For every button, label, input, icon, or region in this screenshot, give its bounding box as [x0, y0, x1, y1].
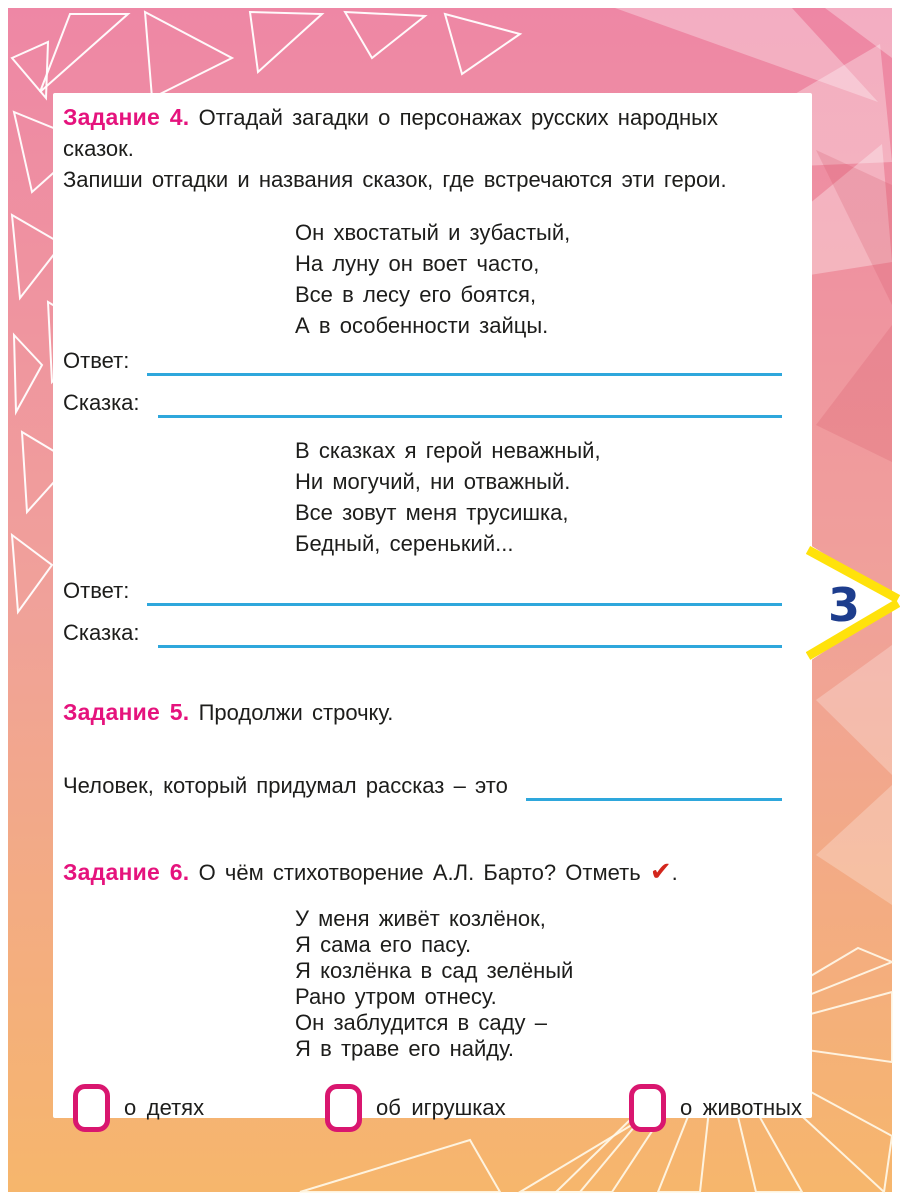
option-children-label: о детях	[124, 1095, 205, 1120]
answer-label: Ответ:	[63, 348, 130, 373]
option-toys[interactable]	[325, 1084, 506, 1132]
tale-write-line[interactable]	[158, 383, 782, 418]
poem-line: Я козлёнка в сад зелёный	[295, 958, 574, 983]
task5-fill-row	[63, 766, 782, 806]
page-number-tab	[806, 541, 900, 665]
option-animals[interactable]	[629, 1084, 802, 1132]
task4-heading	[63, 102, 782, 195]
task4-label: Задание 4.	[63, 104, 190, 130]
task6-instruction-suffix: .	[671, 860, 678, 885]
riddle-2	[295, 435, 782, 559]
tale-label: Сказка:	[63, 620, 140, 645]
task5-write-line[interactable]	[526, 766, 782, 801]
riddle-1-line: Он хвостатый и зубастый,	[295, 220, 571, 245]
checkbox-children[interactable]	[73, 1084, 110, 1132]
riddle-1-line: На луну он воет часто,	[295, 251, 540, 276]
poem	[295, 906, 782, 1062]
answer-write-line[interactable]	[147, 571, 782, 606]
task6-label: Задание 6.	[63, 859, 190, 885]
answer-label: Ответ:	[63, 578, 130, 603]
task6-instruction: О чём стихотворение А.Л. Барто? Отметь	[198, 860, 641, 885]
riddle-2-line: Ни могучий, ни отважный.	[295, 469, 571, 494]
checkbox-toys[interactable]	[325, 1084, 362, 1132]
options-row	[63, 1084, 802, 1128]
tale-write-line[interactable]	[158, 613, 782, 648]
option-animals-label: о животных	[680, 1095, 802, 1120]
tale-label: Сказка:	[63, 390, 140, 415]
tale-row-1	[63, 383, 782, 423]
answer-row-1	[63, 341, 782, 381]
task5-prompt: Человек, который придумал рассказ – это	[63, 773, 508, 798]
riddle-2-line: Бедный, серенький...	[295, 531, 514, 556]
worksheet-page	[53, 93, 812, 1118]
riddle-1	[295, 217, 782, 341]
riddle-2-line: Все зовут меня трусишка,	[295, 500, 569, 525]
poem-line: Рано утром отнесу.	[295, 984, 497, 1009]
check-icon: ✔	[649, 856, 672, 886]
page-number: 3	[828, 578, 861, 632]
answer-write-line[interactable]	[147, 341, 782, 376]
tale-row-2	[63, 613, 782, 653]
riddle-2-line: В сказках я герой неважный,	[295, 438, 601, 463]
option-toys-label: об игрушках	[376, 1095, 506, 1120]
poem-line: Я в траве его найду.	[295, 1036, 514, 1061]
task5-label: Задание 5.	[63, 699, 190, 725]
poem-line: Он заблудится в саду –	[295, 1010, 547, 1035]
riddle-1-line: А в особенности зайцы.	[295, 313, 549, 338]
poem-line: Я сама его пасу.	[295, 932, 472, 957]
task5-heading	[63, 697, 782, 728]
checkbox-animals[interactable]	[629, 1084, 666, 1132]
task4-instruction-line1: Отгадай загадки о персонажах русских народных сказок.	[63, 105, 718, 161]
option-children[interactable]	[73, 1084, 204, 1132]
answer-row-2	[63, 571, 782, 611]
task6-heading	[63, 856, 782, 888]
poem-line: У меня живёт козлёнок,	[295, 906, 546, 931]
task4-instruction-line2: Запиши отгадки и названия сказок, где встречаются эти герои.	[63, 167, 727, 192]
task5-instruction: Продолжи строчку.	[198, 700, 394, 725]
riddle-1-line: Все в лесу его боятся,	[295, 282, 537, 307]
